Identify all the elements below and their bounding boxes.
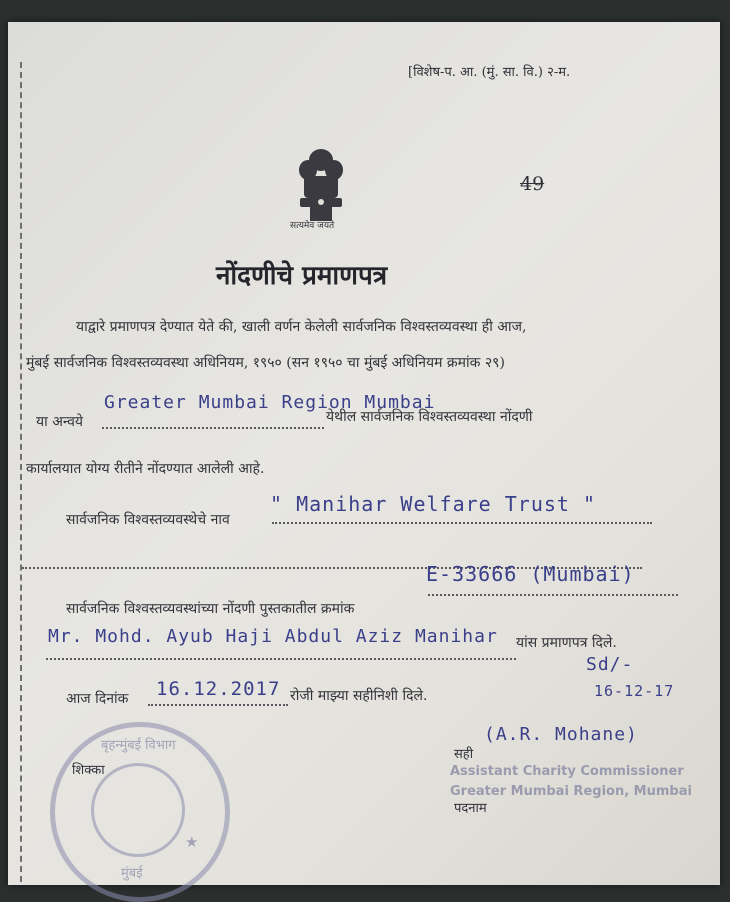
officer-sign-date: 16-12-17 (594, 682, 675, 700)
recipient-value: Mr. Mohd. Ayub Haji Abdul Aziz Manihar (48, 626, 498, 647)
recipient-dotted-line (46, 658, 516, 660)
seal-label: शिक्का (72, 763, 105, 778)
sign-label: सही (454, 747, 474, 762)
rubber-stamp-region: Greater Mumbai Region, Mumbai (450, 784, 692, 799)
rubber-stamp-designation: Assistant Charity Commissioner (450, 764, 684, 779)
body-line-3-prefix: या अन्वये (36, 414, 83, 430)
registration-dotted-line (428, 594, 678, 596)
officer-initials: Sd/- (586, 654, 634, 675)
seal-star-icon: ★ (185, 833, 199, 851)
recipient-suffix: यांस प्रमाणपत्र दिले. (516, 635, 617, 651)
seal-ring-text: बृहन्मुंबई विभाग (101, 738, 176, 753)
body-line-3-suffix: येथील सार्वजनिक विश्वस्तव्यवस्था नोंदणी (326, 409, 533, 425)
body-line-4: कार्यालयात योग्य रीतीने नोंदण्यात आलेली आहे. (26, 461, 265, 477)
date-suffix: रोजी माझ्या सहीनिशी दिले. (290, 688, 428, 704)
official-seal (50, 722, 230, 902)
registration-label: सार्वजनिक विश्वस्तव्यवस्थांच्या नोंदणी पुस्तकातील क्रमांक (66, 601, 355, 617)
registration-value: E-33666 (Mumbai) (426, 562, 635, 586)
body-line-2: मुंबई सार्वजनिक विश्वस्तव्यवस्था अधिनियम, १९५० (सन १९५० चा मुंबई अधिनियम क्रमांक २९) (26, 355, 505, 371)
signer-name: (A.R. Mohane) (484, 724, 638, 745)
emblem-motto: सत्यमेव जयते (290, 221, 335, 231)
designation-label: पदनाम (454, 801, 487, 816)
punched-margin (20, 62, 22, 882)
certificate-title: नोंदणीचे प्रमाणपत्र (216, 261, 388, 291)
date-dotted-line (148, 704, 288, 706)
seal-inner-ring (91, 763, 185, 857)
trust-name-value: " Manihar Welfare Trust " (270, 492, 597, 516)
region-dotted-line (102, 427, 324, 429)
trust-name-label: सार्वजनिक विश्वस्तव्यवस्थेचे नाव (66, 512, 230, 528)
date-prefix: आज दिनांक (66, 691, 129, 707)
body-line-1: याद्वारे प्रमाणपत्र देण्यात येते की, खाली वर्णन केलेली सार्वजनिक विश्वस्तव्यवस्था ही आज, (76, 319, 527, 335)
trust-name-dotted-line (272, 522, 652, 524)
certificate-page (8, 22, 720, 885)
region-handwritten: Greater Mumbai Region Mumbai (104, 392, 436, 413)
seal-bottom-text: मुंबई (121, 866, 143, 881)
date-value: 16.12.2017 (156, 678, 281, 700)
serial-number: 49 (520, 173, 545, 195)
form-reference: [विशेष-प. आ. (मुं. सा. वि.) २-म. (408, 65, 571, 80)
